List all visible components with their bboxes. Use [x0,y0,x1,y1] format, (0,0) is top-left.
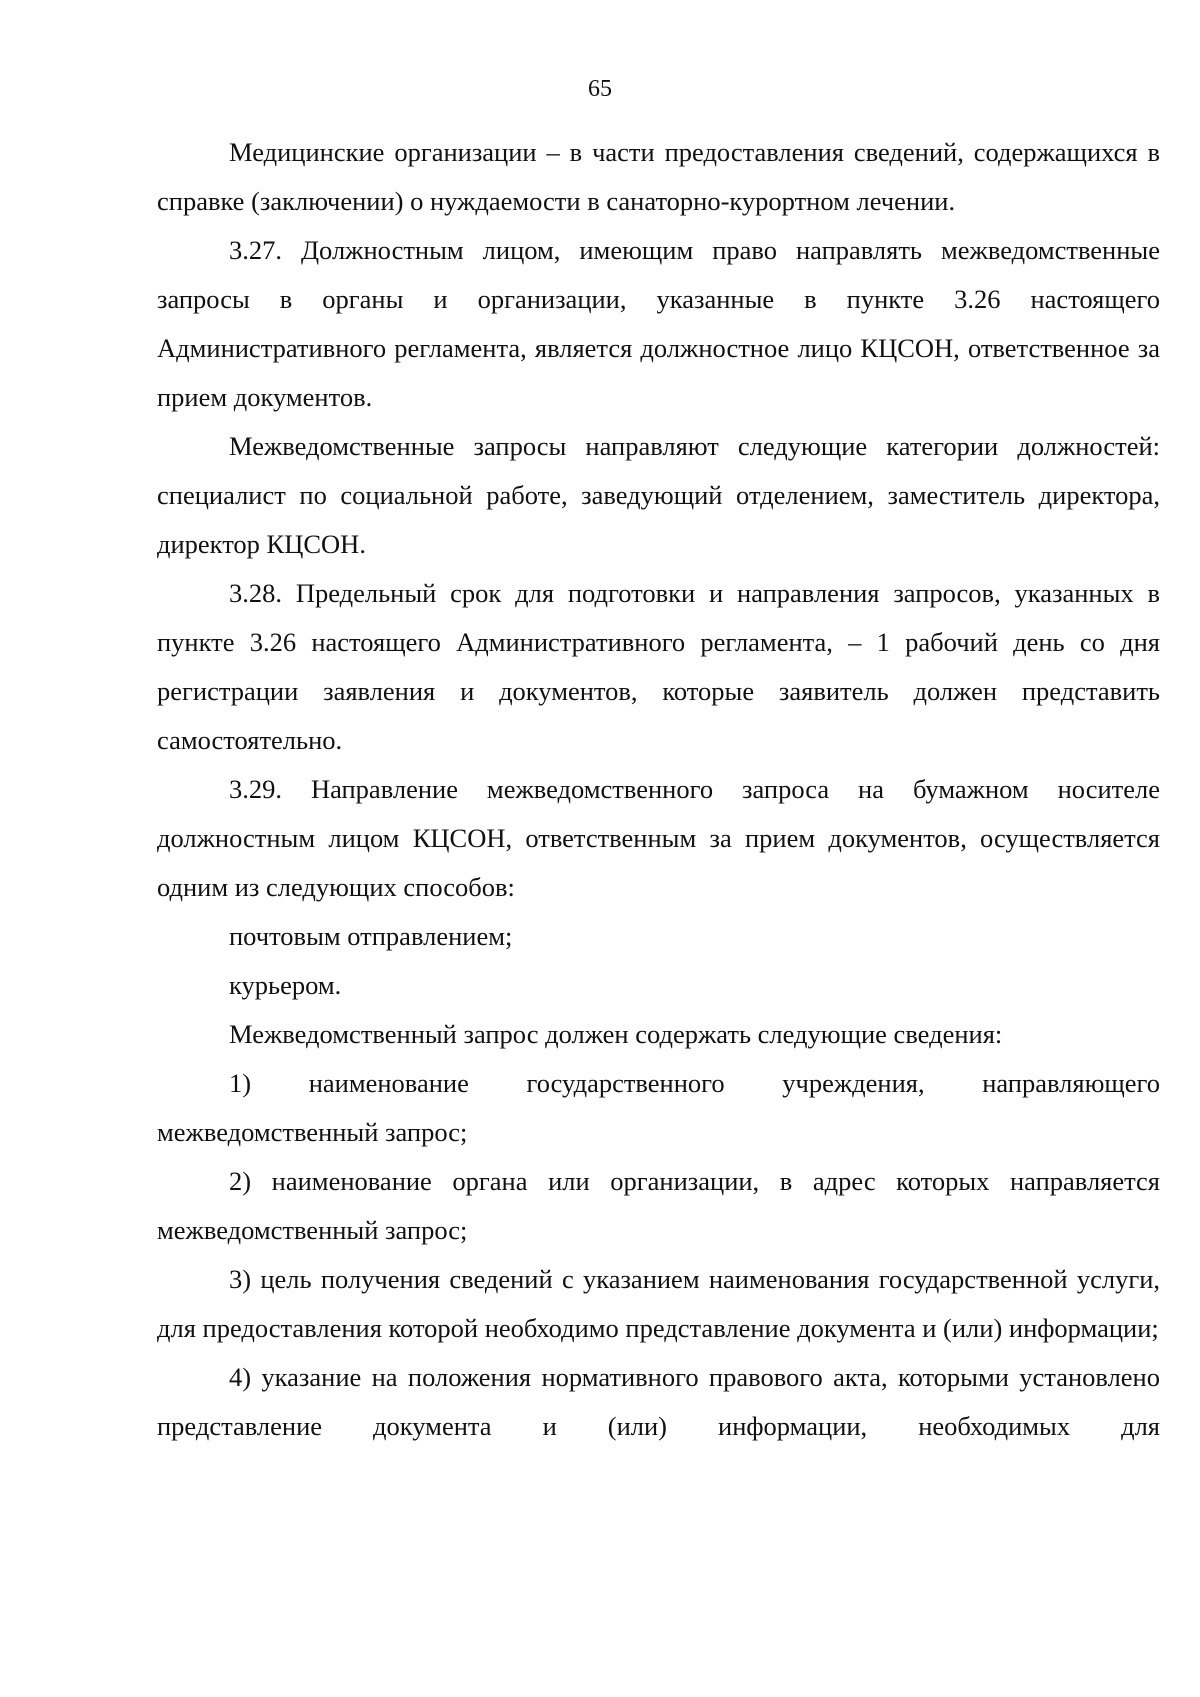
paragraph: 3) цель получения сведений с указанием наименования государственной услуги, для предоставления которой необходимо представление документа и (или) информации; [157,1264,1160,1343]
page-number: 65 [588,76,612,102]
paragraph: Межведомственные запросы направляют следующие категории должностей: специалист по социальной работе, заведующий отделением, заместитель директора, директор КЦСОН. [157,431,1160,559]
paragraph: курьером. [229,970,342,1000]
paragraph: 2) наименование органа или организации, в адрес которых направляется межведомственный запрос; [157,1166,1160,1245]
document-body [157,128,1160,1451]
paragraph: 3.27. Должностным лицом, имеющим право направлять межведомственные запросы в органы и организации, указанные в пункте 3.26 настоящего Административного регламента, является должностное лицо КЦСОН, ответственное за прием документов. [157,235,1160,412]
paragraph: Медицинские организации – в части предоставления сведений, содержащихся в справке (заключении) о нуждаемости в санаторно-курортном лечении. [157,137,1160,216]
paragraph: 4) указание на положения нормативного правового акта, которыми установлено представление документа и (или) информации, необходимых для [157,1362,1160,1441]
paragraph: Межведомственный запрос должен содержать следующие сведения: [229,1019,1003,1049]
paragraph: 1) наименование государственного учреждения, направляющего межведомственный запрос; [157,1068,1160,1147]
paragraph: 3.28. Предельный срок для подготовки и направления запросов, указанных в пункте 3.26 настоящего Административного регламента, – 1 рабочий день со дня регистрации заявления и документов, которые заявитель должен представить самостоятельно. [157,578,1160,755]
paragraph: 3.29. Направление межведомственного запроса на бумажном носителе должностным лицом КЦСОН, ответственным за прием документов, осуществляется одним из следующих способов: [157,774,1160,902]
paragraph: почтовым отправлением; [229,921,513,951]
